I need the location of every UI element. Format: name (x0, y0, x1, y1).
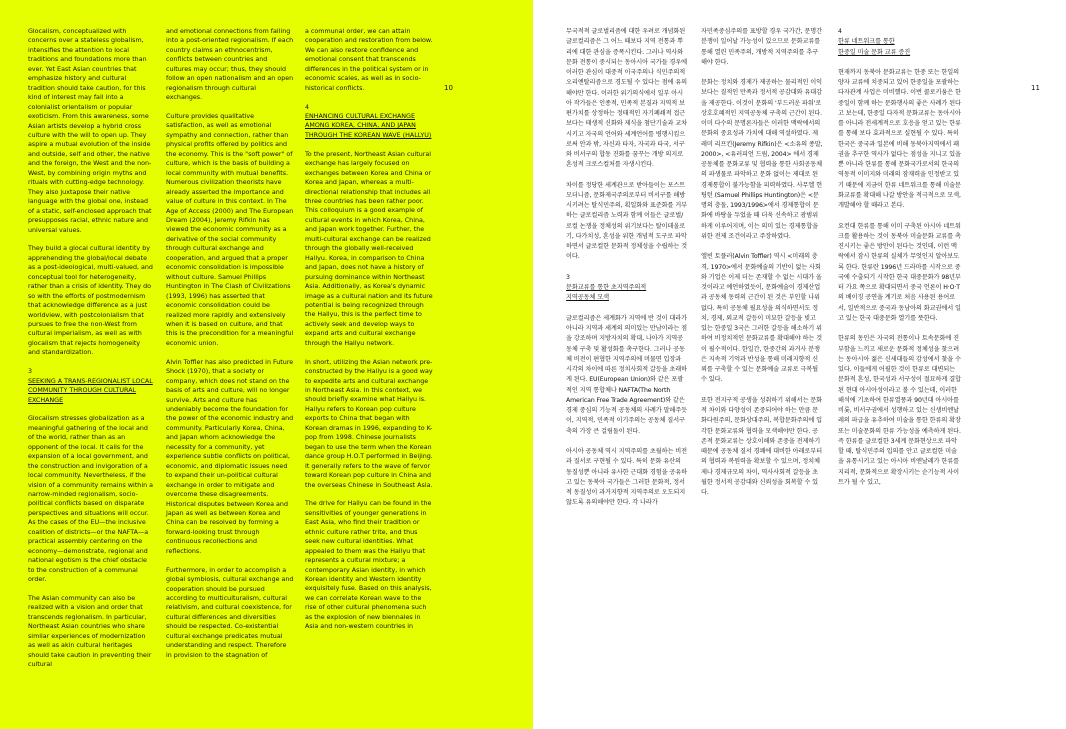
section-title: SEEKING A TRANS-REGIONALIST LOCAL COMMUNITY THROUGH CULTURAL EXCHANGE (28, 377, 153, 404)
paragraph: 요컨대 한류를 통해 이미 구축된 아시아 네트워크를 활용하는 것이 동북아 미술문화 교류를 촉진시키는 좋은 방안이 된다는 것인데, 이런 맥락에서 잠시 한류의 실체가 무엇인지 알아보도록 한다. 한류란 1996년 드라마를 시작으로 중국에 수출되기 시작한 한국 대중문화가 98년부터 가요 쪽으로 확대되면서 중국 언론이 H·O·T의 베이징 공연을 계기로 처음 사용된 용어로서, 일반적으로 중국과 동남아의 화교권에서 일고 있는 한국 대중문화 열기를 뜻한다. (838, 222, 961, 322)
section-heading (838, 27, 962, 58)
paragraph: 글로컬리즘은 세계화가 지역에 반 것이 대라가 아니라 지역과 세계의 의미있는 만남이라는 점을 강조하며 지방자치의 확대, 나아가 지역공동체 구축 및 활성화를 촉구한다. 그러나 공동체 비전이 편협한 지역주의에 머물면 입장과 시각의 차이에 따른 정치사회적 갈등을 초래하게 된다. EU(European Union)와 같은 포괄적인 지역 통합체나 NAFTA(The North American Free Trade Agreement)와 같은 경제 중심의 기능적 공동체의 사례가 말해주듯이, 지역적, 민족적 이기주의는 공동체 질서구축의 가장 큰 걸림돌이 된다. (566, 314, 687, 435)
paragraph: The Asian community can also be realized with a vision and order that transcends regionalism. In particular, Northeast Asian countries who share similar experiences of modernization as well as akin cultural heritages should take caution in preventing their cultural (28, 594, 152, 669)
paragraph: The drive for Hallyu can be found in the sensitivities of younger generations in East Asia, who find their tradition or ethnic culture rather trite, and thus seek new cultural identities. What appealed to them was the Hallyu that represents a cultural mixture; a contemporary Asian identity, in which Korean identity and Western identity exquisitely fuse. Based on this analysis, we can correlate Korean wave to the rise of other cultural phenomena such as the explosion of new biennales in Asia and non-western countries in (305, 500, 432, 631)
paragraph: In short, utilizing the Asian network pre-constructed by the Hallyu is a good way to expedite arts and cultural exchange in Northeast Asia. In this context, we should briefly examine what Hallyu is. Hallyu refers to Korean pop culture exports to China that began with Korean dramas in 1996, expanding to K-pop from 1998. Chinese journalists began to use the term when the Korean dance group H.O.T performed in Beijing. It generally refers to the wave of fervor toward Korean pop culture in China and the overseas Chinese in Southeast Asia. (305, 358, 433, 489)
paragraph: Alvin Toffler has also predicted in Future Shock (1970), that a society or company, which does not stand on the basis of arts and culture, will no longer survive. Arts and culture has undeniably become the foundation for the power of the economic industry and community. Particularly Korea, China, and Japan whom acknowledge the necessity for a community, yet experience subtle conflicts on political, economic, and diplomatic issues need to expand their un-political cultural exchange in order to mitigate and overcome these disagreements. Historical disputes between Korea and Japan as well as between Korea and China can be resolved by forming a forward-looking trust through continuous recollections and reflections. (166, 358, 294, 555)
paragraph: Culture provides qualitative satisfaction, as well as emotional sympathy and connection, rather than physical profits offered by politics and the economy. This is the "soft power" of culture, which is the basis of building a local community with mutual benefits. Numerous civilization theorists have already asserted the importance and value of culture in this context. In The Age of Access (2000) and The European Dream (2004), Jeremy Rifkin has viewed the economic community as a derivative of the social community through cultural exchange and cooperation, and argued that a proper economic consolidation is impossible without culture. Samuel Phillips Huntington in The Clash of Civilizations (1993, 1996) has asserted that economic consolidation could be realized more rapidly and extensively when it is based on culture, and that this is the precondition for a meaningful economic union. (166, 113, 294, 347)
paragraph: Glocalism, conceptualized with concerns over a stateless globalism, intensifies the attention to local traditions and foundations more than ever. Yet East Asian countries that emphasize history and cultural tradition should take caution, for this kind of interest may fall into a colonialist orientalism or popular exoticism. From this awareness, some Asian artists develop a hybrid cross culture with the will to open up. They aspire a mutual evolution of the inside and outside, self and other, the native and the foreign, the West and the non-West, by combining origin myths and rituals with cutting-edge technology. They also juxtapose their native language with the global one, instead of a static, self-enclosed approach that presupposes racial, ethnic nature and universal values. (28, 28, 152, 234)
section-heading (28, 367, 154, 405)
section-number: 3 (566, 273, 570, 281)
left-column-2 (166, 27, 294, 670)
paragraph: They build a glocal cultural identity by apprehending the global/local debate as a post-ideological, multi-valued, and conceptual tool for heterogeneity, rather than a crisis of identity. They do so with the efforts of postmodernism that acknowledge difference as a just worldview, with postcolonialism that pursues to free the non-West from cultural imperialism, as well as with glocalism that rejects homogeneity and standardization. (28, 245, 153, 357)
section-number: 4 (838, 28, 842, 35)
section-title-line-1: 문화교류를 통한 초지역주의적 (566, 284, 647, 292)
right-column-2 (701, 27, 823, 509)
paragraph: 문화는 정치와 경제가 제공하는 물리적인 이익보다는 질적인 만족과 정서적 공감대와 유대감을 제공한다. 이것이 문화의 '부드러운 파워'로 상호호혜적인 지역공동체 구축의 근간이 된다. 이미 다수의 문명론자들은 이러한 맥락에서의 문화의 중요성과 가치에 대해 역설하였다. 제레미 리프킨(Jeremy Rifkin)은 <소유의 종말, 2000>, <유러피언 드림, 2004> 에서 경제공동체를 문화교류 및 협력을 통한 사회공동체의 파생물로 파악하고 문화 없이는 제대로 된 경제통합이 불가능함을 피력하였다. 사무엘 헌팅턴 (Samuel Phillips Huntington)은 <문명의 충돌, 1993/1996>에서 경제통합이 문화에 바탕을 두었을 때 더욱 신속하고 광범위하게 이루어지며, 이는 의미 있는 경제통합을 위한 전제 조건이라고 주장하였다. (701, 79, 823, 240)
left-column-3 (305, 27, 433, 641)
page-number-right: 11 (1031, 84, 1040, 92)
section-heading (566, 273, 687, 304)
paragraph: 무국적적 글로벌리즘에 대한 우려로 개념화된 글로컬리즘은 그 어느 때보다 지역 전통과 뿌리에 대한 관심을 증폭시킨다. 그러나 역사와 문화 전통이 중시되는 동아시아 국가들 경우에 이러한 관심이 대중적 이국주의나 식민주의적 오리엔탈리즘으로 경도될 수 있다는 점에 유의해야만 한다. 이러한 위기의식에서 일부 아시아 작가들은 인종적, 민족적 본질과 지역적 보편가치를 상정하는 정태적인 자기폐쇄적 접근보다는 태생적 신화와 제식을 첨단기술과 교차시키고 자국의 언어와 세계언어를 병행시킴으로써 안과 밖, 자신과 타자, 자국과 타국, 서구와 비서구의 합동 진화를 꿈꾸는 개방 의지로 혼성적 크로스컬처를 자생시킨다. (566, 28, 687, 169)
right-column-3 (838, 27, 962, 498)
paragraph: and emotional connections from falling into a post-oriented regionalism. If each country claims an ethnocentrism, conflicts between countries and cultures may occur; thus, they should follow an open nationalism and an open regionalism through cultural exchanges. (166, 28, 294, 102)
paragraph: a communal order, we can attain cooperation and restoration from below. We can also restore confidence and emotional consent that transcends differences in the political system or in economic scales, as well as in socio-historical conflicts. (305, 28, 433, 92)
paragraph: 차이를 정당한 세계관으로 받아들이는 포스트모더니즘, 문화제국주의로부터 비서구를 해방시키려는 탈식민주의, 획일화와 표준화를 거부하는 글로컬리즘 노력과 함께 이들은 글로벌/로컬 논쟁을 정체성의 위기보다는 탈이데올로기, 다가치성, 혼성을 위한 개념적 도구로 파악하면서 글로컬한 문화적 정체성을 수립하는 것이다. (566, 181, 687, 261)
paragraph: 아시아 공동체 역시 지역주의를 초월하는 비전과 질서로 구현될 수 있다. 특히 문화 유산의 동질성뿐 아니라 유사한 근대화 경험을 공유하고 있는 동북아 국가들은 그러한 문화적, 정서적 동질성이 과거지향적 지역주의로 오도되지 않도록 유의해야만 한다. 각 나라가 (566, 448, 687, 507)
paragraph: 한류의 동인은 자국의 전통이나 토속문화에 진부함을 느끼고 새로운 문화적 정체성을 찾으려는 동아시아 젊은 신세대들의 감성에서 찾을 수 있다. 이들에게 어필한 것이 한류로 대변되는 문화적 혼성, 한국성과 서구성이 절묘하게 결합된 현대 아시아성이라고 볼 수 있는데, 이러한 해석에 기초하여 한류열풍과 90년대 아시아를 비롯, 비서구권에서 성행하고 있는 신생비엔날레의 파급을 유추하여 미술을 통한 한류의 확장 또는 미술문화의 한류 가능성을 예측하게 된다. 즉 한류를 글로컬한 3세계 문화현상으로 파악할 때, 탈식민주의 입의를 안고 글로컬한 미술을 유통시키고 있는 아시아 비엔날레가 한류를 지리적, 문화적으로 확장시키는 순기능적 사이트가 될 수 있고, (838, 335, 961, 486)
section-title-line-1: 한류 네트워크를 통한 (838, 38, 895, 46)
paragraph: Glocalism stresses globalization as a meaningful gathering of the local and of the world, rather than as an opponent of the local. It calls for the expansion of a local government, and the construction and invigoration of a local community. Nevertheless, if the vision of a community remains within a narrow-minded regionalism, socio-political conflicts based on disparate perspectives and situations will occur. As the cases of the EU—the inclusive coalition of districts—or the NAFTA—a practical assembly centering on the economy—demonstrate, regional and national egotism is the chief obstacle to the construction of a communal order. (28, 415, 154, 584)
left-column-1 (28, 27, 154, 679)
section-heading (305, 103, 433, 141)
section-number: 4 (305, 103, 310, 111)
paragraph: 현재까지 동북아 문화교류는 한중 또는 한일의 양자 교류에 치중되고 있어 한중일을 포괄하는 다자관계 사업은 미비했다. 이번 콜로키움은 한중일이 함께 하는 문화행사의 좋은 사례가 된다고 보는데, 한중일 다자적 문화교류는 동아시아를 아니라 전세계적으로 호응을 얻고 있는 한류를 통해 보다 효과적으로 실현될 수 있다. 특히 한국은 중국과 일본에 비해 동북아지역에서 패권을 추구한 역사가 없다는 점성을 지니고 있을 뿐 아니라 한류를 통해 문화국가로서의 한국의 역동적 이미지와 미래의 잠재력을 인정받고 있기 때문에 지금이 한류 네트워크를 통해 미술문화교류를 확대해 나갈 방안을 적극적으로 모색, 개발해야 할 때라고 본다. (838, 68, 961, 210)
page-number-left: 10 (444, 84, 453, 92)
right-column-1 (566, 27, 687, 519)
section-number: 3 (28, 368, 33, 376)
section-title-line-2: 지역공동체 모색 (566, 294, 610, 302)
paragraph: Furthermore, in order to accomplish a global symbiosis, cultural exchange and cooperation should be pursued according to multiculturalism, cultural relativism, and cultural coexistence, for cultural differences and diversities should be respected. Co-existential cultural exchange predicates mutual understanding and respect. Therefore in provision to the stagnation of (166, 566, 294, 659)
paragraph: 자민족중심주의를 표방할 경우 국가간, 문명간 분쟁이 일어날 가능성이 있으므로 문화교류를 통해 열린 민족주의, 개방적 지역주의를 추구해야 한다. (701, 28, 822, 66)
right-page (533, 0, 1066, 729)
section-title: ENHANCING CULTURAL EXCHANGE AMONG KOREA, CHINA, AND JAPAN THROUGH THE KOREAN WAVE (HALLYU) (305, 113, 432, 139)
paragraph: 또한 전지구적 공생을 성취하기 위해서는 문화적 차이와 다양성이 존중되어야 하는 만큼 문화다원주의, 문화상대주의, 복합문화주의에 입각한 문화교류와 협력을 모색해야만 한다. 공존적 문화교류는 상호이해와 존중을 전제하기 때문에 공동체 질서 경쾌에 대비한 아래로부터의 협력과 복원력을 확보할 수 있으며, 정치체제나 경제규모의 차이, 역사사회적 갈등을 초월한 정서적 공감대와 신뢰성을 회복할 수 있다. (701, 396, 822, 497)
paragraph: 앨빈 토플러(Alvin Toffler) 역시 <미래의 충격, 1970>에서 문화예술의 기반이 없는 사회와 기업은 이제 더는 존재할 수 없는 시대가 올 것이라고 예언하였듯이, 문화예술이 경제산업과 공동체 동력의 근간이 된 것은 부인할 나위 없다. 특히 공동체 필요성을 의식하면서도 정치, 경제, 외교적 갈등이 미묘한 갈등을 빚고 있는 한중일 3국은 그러한 갈등을 해소하기 위하여 비정치적인 문화교류를 확대해야 하는 것이 필수적이다. 한일간, 한중간의 과거사 분쟁은 지속적 기억과 반성을 통해 미래지향적 신뢰를 구축할 수 있는 문화예술 교류로 극복될 수 있다. (701, 253, 822, 384)
paragraph: To the present, Northeast Asian cultural exchange has largely focused on exchanges between Korea and China or Korea and Japan, whereas a multi-directional relationship that includes all three countries has been rather poor. This colloquium is a good example of cultural events in which Korea, China, and Japan work together. Further, the multi-cultural exchange can be realized through the globally well-received Hallyu. Korea, in comparison to China and Japan, does not have a history of pursuing dominance within Northeast Asia. Additionally, as Korea's dynamic image as a cultural nation and its future potential is being recognized through the Hallyu, this is the perfect time to actively seek and develop ways to expand arts and cultural exchange through the Hallyu network. (305, 150, 433, 347)
section-title-line-2: 한중일 미술 문화 교류 증진 (838, 48, 911, 56)
